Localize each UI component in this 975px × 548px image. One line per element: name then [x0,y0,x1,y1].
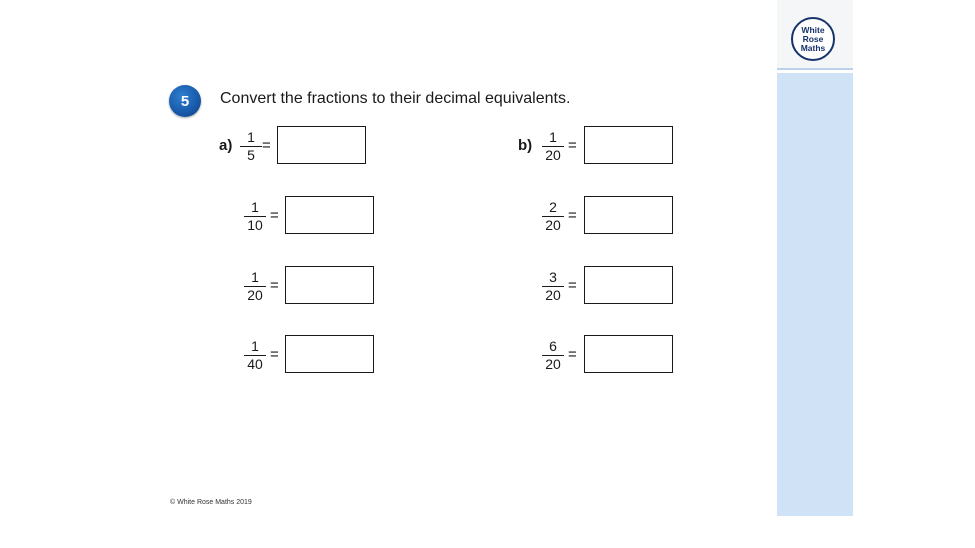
equals-sign: = [270,207,279,224]
fraction-a4 [242,339,268,372]
denominator: 20 [247,287,263,303]
equals-sign: = [270,346,279,363]
answer-box-a2[interactable] [285,196,374,234]
question-prompt: Convert the fractions to their decimal equivalents. [220,90,571,107]
answer-box-a4[interactable] [285,335,374,373]
denominator: 5 [247,147,255,163]
fraction-a2 [242,200,268,233]
numerator: 1 [251,199,259,215]
fraction-b1 [540,130,566,163]
equals-sign: = [262,137,271,154]
answer-box-b4[interactable] [584,335,673,373]
numerator: 2 [549,199,557,215]
numerator: 3 [549,269,557,285]
part-b-label: b) [518,137,533,154]
numerator: 1 [549,129,557,145]
equals-sign: = [568,346,577,363]
white-rose-maths-logo: White Rose Maths [791,17,835,61]
denominator: 20 [545,287,561,303]
fraction-b4 [540,339,566,372]
question-number-badge: 5 [169,85,201,117]
denominator: 20 [545,217,561,233]
copyright-footer: © White Rose Maths 2019 [170,499,252,506]
fraction-a1 [238,130,264,163]
fraction-b3 [540,270,566,303]
fraction-b2 [540,200,566,233]
answer-box-b3[interactable] [584,266,673,304]
denominator: 10 [247,217,263,233]
equals-sign: = [568,277,577,294]
answer-box-b2[interactable] [584,196,673,234]
denominator: 20 [545,356,561,372]
equals-sign: = [568,137,577,154]
denominator: 20 [545,147,561,163]
equals-sign: = [270,277,279,294]
answer-box-a3[interactable] [285,266,374,304]
side-panel [777,73,853,516]
answer-box-b1[interactable] [584,126,673,164]
numerator: 6 [549,338,557,354]
numerator: 1 [251,269,259,285]
side-panel-divider [777,68,853,70]
answer-box-a1[interactable] [277,126,366,164]
numerator: 1 [247,129,255,145]
denominator: 40 [247,356,263,372]
fraction-a3 [242,270,268,303]
equals-sign: = [568,207,577,224]
numerator: 1 [251,338,259,354]
part-a-label: a) [219,137,233,154]
